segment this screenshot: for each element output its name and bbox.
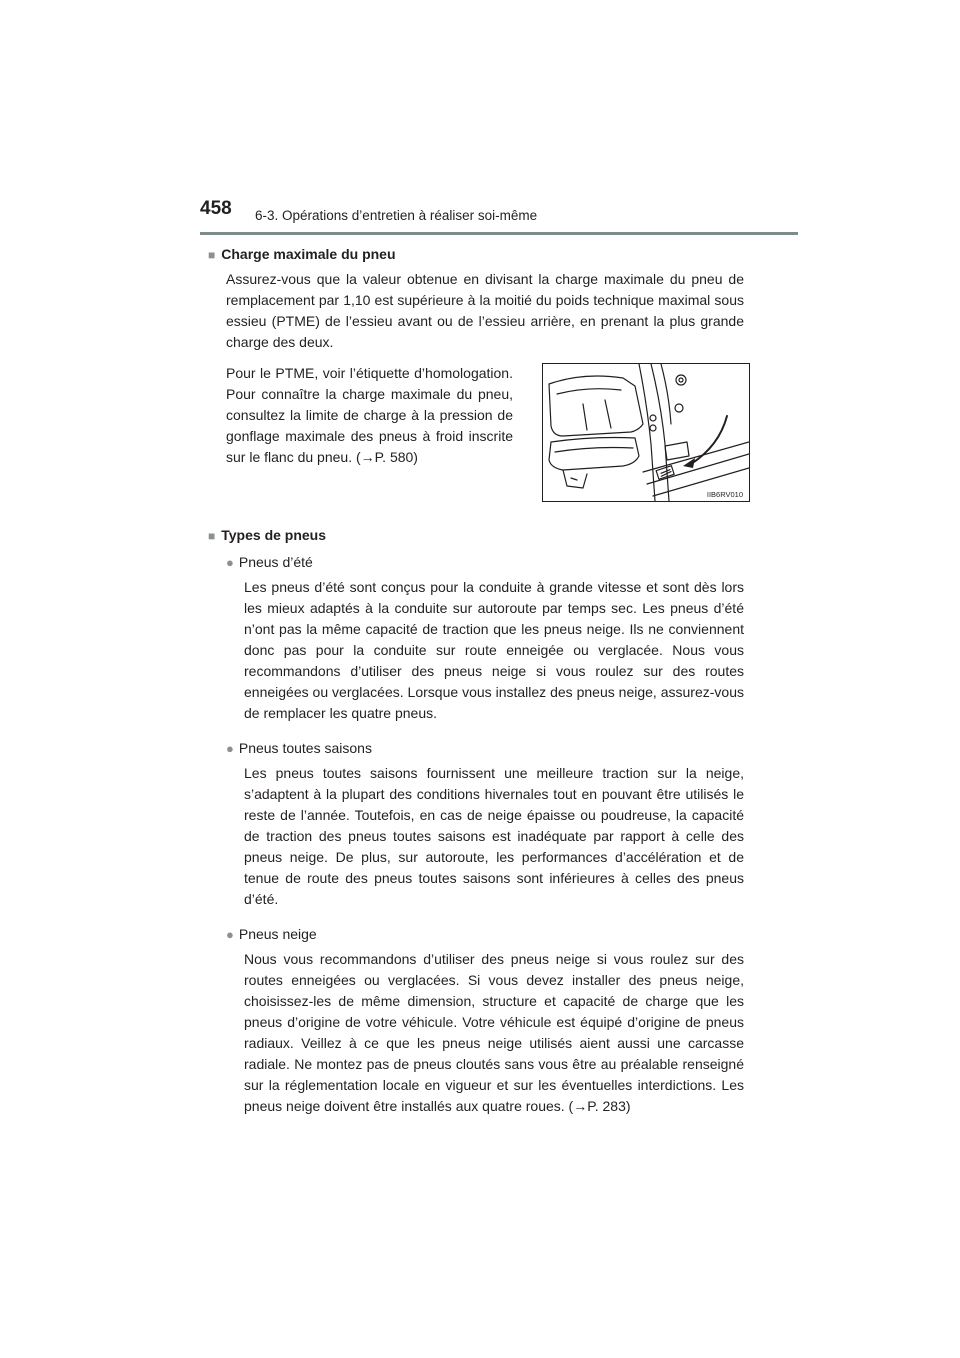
bullet-heading	[226, 738, 744, 759]
square-bullet-icon: ■	[208, 248, 216, 262]
bullet-paragraph: Les pneus d’été sont conçus pour la conduite à grande vitesse et sont dès lors les mieux adaptés à la conduite sur autoroute par temps sec. Les pneus d’été n’ont pas la même capacité de traction que les pneus neige. Ils ne conviennent donc pas pour la conduite sur route enneigée ou verglacée. Nous vous recommandons d’utiliser des pneus neige si vous roulez sur des routes enneigées ou verglacées. Lorsque vous installez des pneus neige, assurez-vous de remplacer les quatre pneus.	[244, 579, 744, 721]
section-heading-types	[208, 525, 744, 546]
figure-code: IIB6RV010	[706, 490, 743, 499]
section-body-charge	[226, 269, 744, 505]
bullet-title: Pneus neige	[238, 926, 317, 942]
square-bullet-icon: ■	[208, 529, 216, 543]
circle-bullet-icon: ●	[226, 741, 234, 756]
figure-caption-text: Pour le PTME, voir l’étiquette d’homologation. Pour connaître la charge maximale du pneu, consultez la limite de charge à la pression de gonflage maximale des pneus à froid inscrite sur le flanc du pneu. (→P. 580)	[226, 365, 513, 465]
chapter-title: 6-3. Opérations d’entretien à réaliser soi-même	[255, 208, 538, 223]
circle-bullet-icon: ●	[226, 927, 234, 942]
bullet-title: Pneus toutes saisons	[238, 740, 372, 756]
paragraph: Assurez-vous que la valeur obtenue en divisant la charge maximale du pneu de remplacement par 1,10 est supérieure à la moitié du poids technique maximal sous essieu (PTME) de l’essieu avant ou de l’essieu arrière, en prenant la plus grande charge des deux.	[226, 271, 744, 350]
door-pillar-illustration-icon	[543, 364, 749, 501]
page-header	[0, 0, 960, 240]
section-heading-charge	[208, 244, 744, 265]
door-pillar-label-illustration	[542, 363, 750, 502]
bullet-title: Pneus d’été	[238, 554, 313, 570]
bullet-heading	[226, 924, 744, 945]
header-divider	[200, 232, 798, 235]
page-number: 458	[200, 198, 232, 219]
bullet-paragraph: Nous vous recommandons d’utiliser des pneus neige si vous roulez sur des routes enneigées ou verglacées. Si vous devez installer des pneus neige, choisissez-les de même dimension, structure et capacité de charge que les pneus d’origine de votre véhicule. Votre véhicule est équipé d’origine de pneus radiaux. Veillez à ce que les pneus neige utilisés aient aussi une carcasse radiale. Ne montez pas de pneus cloutés sans vous être au préalable renseigné sur la réglementation locale en vigueur et sur les éventuelles interdictions. Les pneus neige doivent être installés aux quatre roues. (→P. 283)	[244, 951, 744, 1114]
section-title: Charge maximale du pneu	[221, 246, 396, 262]
tire-type-snow	[226, 924, 744, 1117]
bullet-heading	[226, 552, 744, 573]
page-content	[208, 244, 744, 1117]
figure-block	[226, 363, 744, 505]
tire-type-summer	[226, 552, 744, 724]
section-title: Types de pneus	[221, 527, 327, 543]
circle-bullet-icon: ●	[226, 555, 234, 570]
bullet-paragraph: Les pneus toutes saisons fournissent une meilleure traction sur la neige, s’adaptent à la plupart des conditions hivernales tout en pouvant être utilisés le reste de l’année. Toutefois, en cas de neige épaisse ou poudreuse, la capacité de traction des pneus toutes saisons est inadéquate par rapport à celle des pneus neige. De plus, sur autoroute, les performances d’accélération et de tenue de route des pneus toutes saisons sont inférieures à celles des pneus d’été.	[244, 765, 744, 907]
tire-type-all-season	[226, 738, 744, 910]
